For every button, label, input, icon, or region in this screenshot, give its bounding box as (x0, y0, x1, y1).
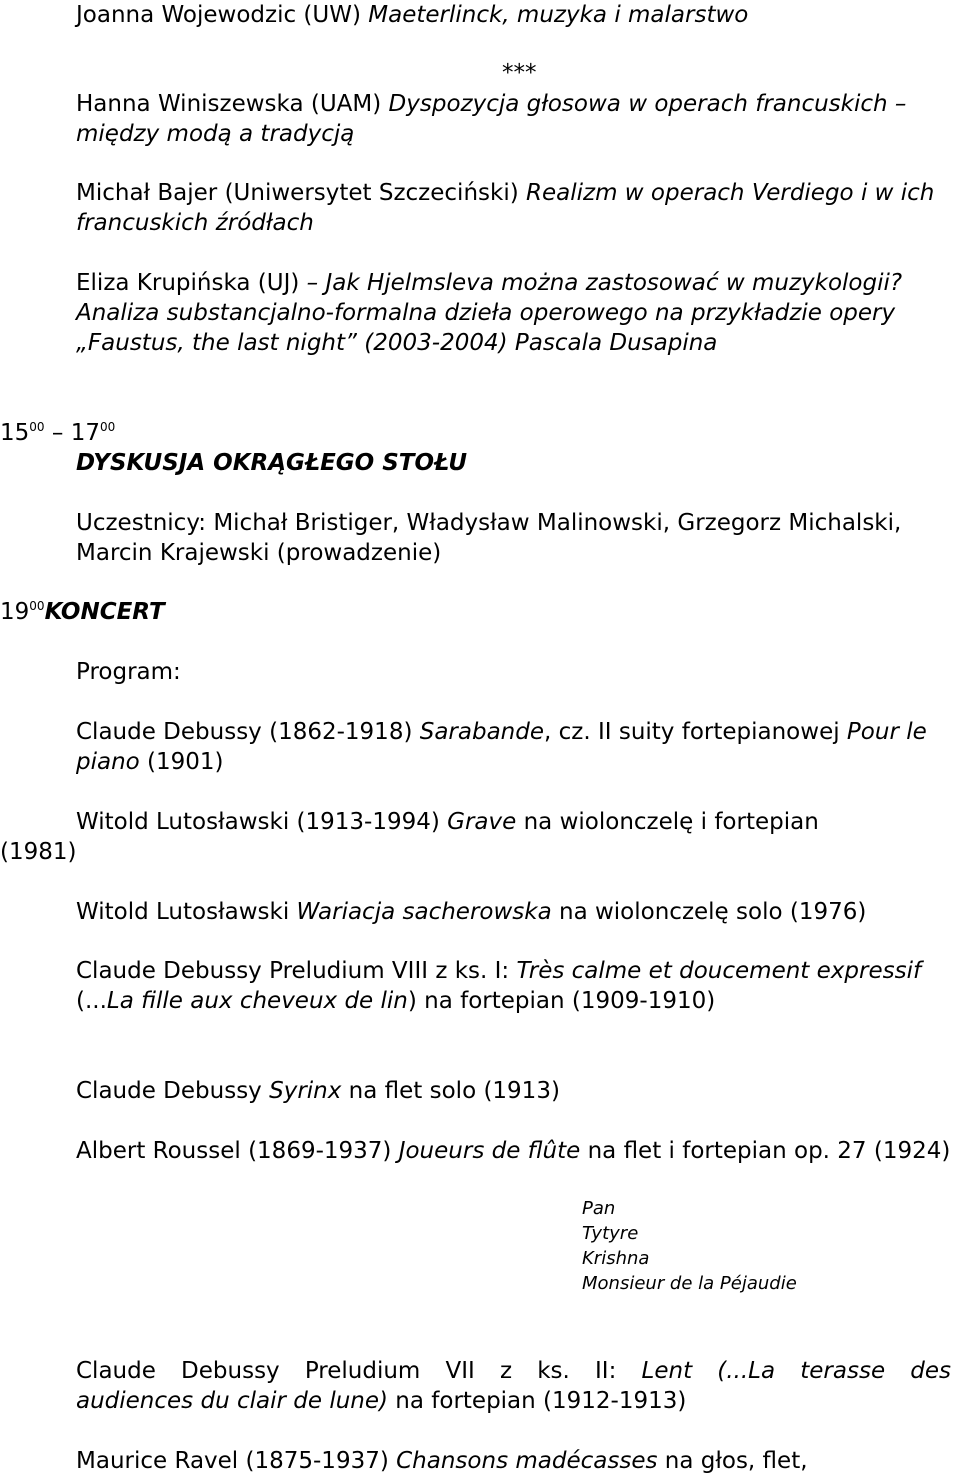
program-label: Program: (76, 659, 181, 685)
talk-bajer (76, 178, 960, 238)
session-title-concert: KONCERT (44, 599, 165, 625)
program-item: Claude Debussy Syrinx na flet solo (1913) (76, 1078, 560, 1104)
talk-wojewodzic (76, 0, 960, 30)
talk-title-part1: – Jak Hjelmsleva można zastosować w muzykologii? Analiza substancjalno-formalna dzieła operowego na przykładzie opery „ (76, 270, 903, 356)
movement-list (582, 1196, 797, 1296)
talk-title: Realizm w operach Verdiego i w ich francuskich źródłach (76, 180, 935, 236)
program-item: Maurice Ravel (1875-1937) Chansons madécasses na głos, flet, (76, 1448, 808, 1474)
talk-title: Dyspozycja głosowa w operach francuskich – między modą a tradycją (76, 91, 907, 147)
session-concert: $19^{00}KONCERT$ (0, 599, 165, 625)
program-item: Witold Lutosławski Wariacja sacherowska na wiolonczelę solo (1976) (76, 899, 867, 925)
talk-speaker: Michał Bajer (Uniwersytet Szczeciński) (76, 180, 526, 206)
program-item: Albert Roussel (1869-1937) Joueurs de flûte na flet i fortepian op. 27 (1924) (76, 1138, 951, 1164)
talk-speaker: Eliza Krupińska (UJ) (76, 270, 307, 296)
program-item: Claude Debussy (1862-1918) Sarabande, cz. II suity fortepianowej Pour le piano (1901) (76, 719, 927, 775)
talk-title: Maeterlinck, muzyka i malarstwo (368, 2, 749, 28)
talk-krupinska (76, 268, 960, 358)
movement-item: Tytyre (582, 1223, 639, 1244)
session-time-roundtable: $15^{00} - 17^{00}$ (0, 420, 116, 446)
program-item: Witold Lutosławski (1913-1994) Grave na wiolonczelę i fortepian (76, 809, 819, 835)
movement-item: Krishna (582, 1248, 650, 1269)
movement-item: Pan (582, 1198, 616, 1219)
talk-winiszewska (76, 89, 960, 149)
talk-speaker: Joanna Wojewodzic (UW) (76, 2, 369, 28)
session-title-roundtable: DYSKUSJA OKRĄGŁEGO STOŁU (76, 450, 468, 476)
talk-speaker: Hanna Winiszewska (UAM) (76, 91, 389, 117)
separator: *** (502, 60, 537, 86)
program-item: Claude Debussy Preludium VIII z ks. I: Très calme et doucement expressif (...La fille aux cheveux de lin) na fortepian (1909-1910) (76, 958, 922, 1014)
program-item-year: (1981) (0, 839, 77, 865)
movement-item: Monsieur de la Péjaudie (582, 1273, 797, 1294)
talk-work: Faustus, the last night (87, 330, 346, 356)
talk-title-part2: ” (2003-2004) Pascala Dusapina (345, 330, 718, 356)
program-item: Claude Debussy Preludium VII z ks. II: Lent (...La terasse des audiences du clair de lune) na fortepian (1912-1913) (76, 1358, 951, 1414)
roundtable-participants: Uczestnicy: Michał Bristiger, Władysław Malinowski, Grzegorz Michalski, Marcin Krajewski (prowadzenie) (76, 510, 902, 566)
